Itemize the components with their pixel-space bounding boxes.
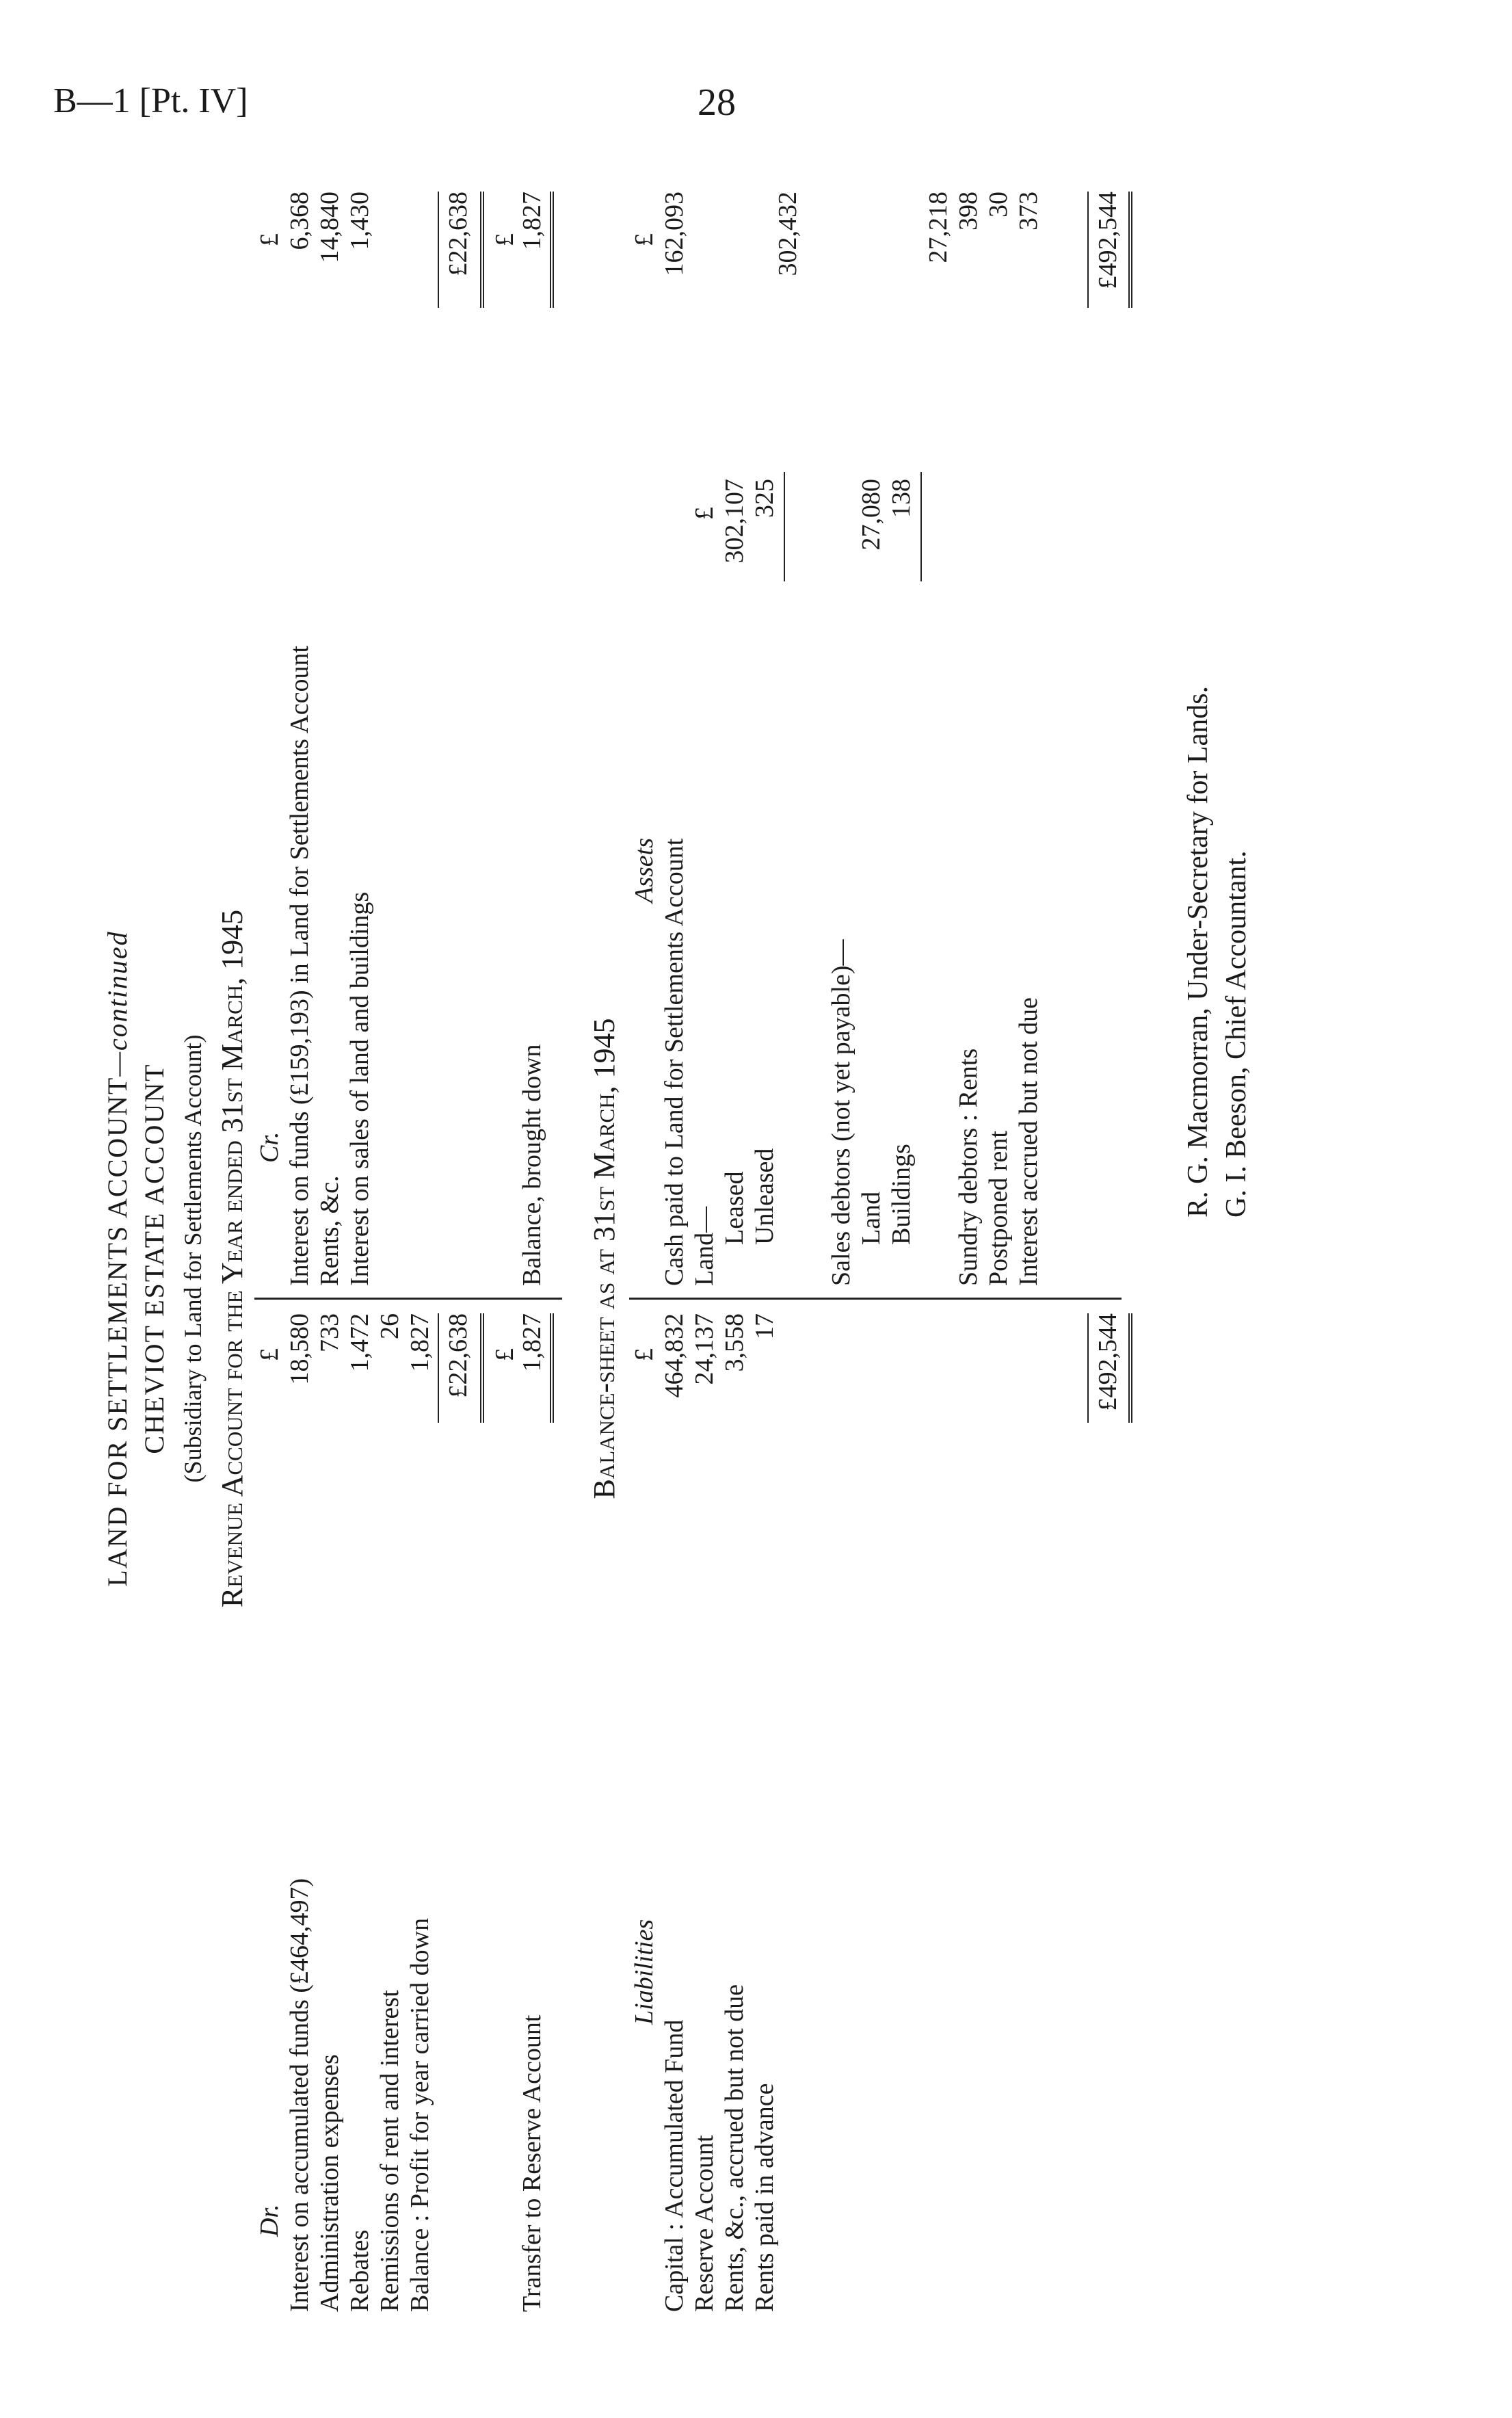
asset-sales-heading: Sales debtors (not yet payable)—: [827, 939, 856, 1286]
assets-total: £492,544: [1093, 192, 1122, 289]
asset-sales-land-label: Land: [857, 1191, 886, 1245]
estate-title: CHEVIOT ESTATE ACCOUNT: [139, 1063, 170, 1454]
asset-unleased-label: Unleased: [750, 1148, 779, 1245]
liability-item-label: Rents, &c., accrued but not due: [720, 1984, 749, 2312]
dr-transfer-rule: [550, 1313, 554, 1423]
sales-subtotal-rule: [920, 472, 922, 581]
asset-leased-value: 302,107: [720, 479, 749, 564]
dr-label: Dr.: [255, 2204, 284, 2237]
dr-item-value: 1,827: [406, 1313, 434, 1372]
land-subtotal-rule: [784, 472, 785, 581]
document-reference: B—1 [Pt. IV]: [53, 81, 248, 120]
cr-double-rule: [480, 192, 484, 308]
dr-item-label: Balance : Profit for year carried down: [406, 1917, 434, 2312]
dr-item-value: 26: [375, 1313, 404, 1339]
liability-item-value: 24,137: [690, 1313, 719, 1385]
assets-label: Assets: [630, 838, 659, 903]
asset-land-heading: Land—: [690, 1206, 719, 1286]
liability-item-label: Capital : Accumulated Fund: [660, 2019, 689, 2312]
cr-item-value: 14,840: [315, 192, 344, 263]
dr-item-value: 733: [315, 1313, 344, 1352]
liability-item-label: Reserve Account: [690, 2135, 719, 2312]
asset-postponed-value: 30: [984, 192, 1013, 218]
balance-divider: [629, 1298, 1122, 1300]
dr-double-rule: [480, 1313, 484, 1423]
liability-item-value: 17: [750, 1313, 779, 1339]
assets-rule: [1087, 192, 1089, 308]
liabilities-label: Liabilities: [630, 1919, 659, 2025]
dr-total: £22,638: [444, 1313, 473, 1398]
cr-balance-label: Balance, brought down: [518, 1044, 546, 1286]
asset-land-total: 302,432: [773, 192, 802, 276]
liabilities-rule: [1087, 1313, 1089, 1423]
liabilities-currency: £: [630, 1348, 659, 1361]
dr-item-label: Remissions of rent and interest: [375, 1990, 404, 2312]
liability-item-label: Rents paid in advance: [750, 2083, 779, 2312]
dr-transfer-value: 1,827: [518, 1313, 546, 1372]
asset-sales-land-value: 27,080: [857, 479, 886, 551]
assets-currency: £: [630, 233, 659, 246]
revenue-account-title: Revenue Account for the Year ended 31st March, 1945: [215, 909, 249, 1608]
asset-leased-label: Leased: [720, 1171, 749, 1245]
asset-unleased-value: 325: [750, 479, 779, 518]
cr-item-value: 6,368: [285, 192, 314, 250]
cr-item-label: Interest on sales of land and buildings: [345, 891, 374, 1286]
dr-item-label: Rebates: [345, 2229, 374, 2312]
asset-land-currency: £: [690, 507, 719, 520]
dr-currency: £: [255, 1348, 284, 1361]
asset-postponed-label: Postponed rent: [984, 1131, 1013, 1286]
asset-cash-label: Cash paid to Land for Settlements Account: [660, 838, 689, 1286]
liabilities-total: £492,544: [1093, 1313, 1122, 1411]
cr-rule: [438, 192, 439, 308]
cr-label: Cr.: [255, 1131, 284, 1163]
asset-cash-value: 162,093: [660, 192, 689, 276]
cr-currency-2: £: [490, 233, 519, 246]
account-title: LAND FOR SETTLEMENTS ACCOUNT—continued: [102, 930, 133, 1587]
asset-sales-buildings-label: Buildings: [887, 1144, 916, 1245]
cr-item-value: 1,430: [345, 192, 374, 250]
cr-currency: £: [255, 233, 284, 246]
signature-chief-accountant: G. I. Beeson, Chief Accountant.: [1221, 850, 1252, 1218]
asset-sundry-rents-value: 398: [954, 192, 983, 231]
assets-double-rule: [1128, 192, 1132, 308]
dr-item-value: 18,580: [285, 1313, 314, 1385]
dr-item-label: Interest on accumulated funds (£464,497): [285, 1878, 314, 2312]
revenue-divider: [254, 1298, 562, 1300]
cr-item-label: Rents, &c.: [315, 1175, 344, 1286]
cr-balance-rule: [550, 192, 554, 308]
balance-sheet-title: Balance-sheet as at 31st March, 1945: [587, 1018, 621, 1499]
cr-balance-value: 1,827: [518, 192, 546, 250]
asset-sales-buildings-value: 138: [887, 479, 916, 518]
asset-interest-value: 373: [1014, 192, 1043, 231]
liabilities-double-rule: [1128, 1313, 1132, 1423]
dr-rule: [438, 1313, 439, 1423]
rotated-account-page: [103, 178, 1375, 2339]
cr-item-label: Interest on funds (£159,193) in Land for Settlements Account: [285, 645, 314, 1286]
subsidiary-note: (Subsidiary to Land for Settlements Account): [179, 1034, 207, 1483]
dr-currency-2: £: [490, 1348, 519, 1361]
asset-interest-label: Interest accrued but not due: [1014, 997, 1043, 1286]
liability-item-value: 3,558: [720, 1313, 749, 1372]
signature-under-secretary: R. G. Macmorran, Under-Secretary for Lands.: [1182, 685, 1214, 1218]
dr-item-value: 1,472: [345, 1313, 374, 1372]
asset-sundry-rents-label: Sundry debtors : Rents: [954, 1048, 983, 1286]
asset-sales-total: 27,218: [924, 192, 953, 263]
cr-total: £22,638: [444, 192, 473, 276]
liability-item-value: 464,832: [660, 1313, 689, 1398]
page-number: 28: [698, 81, 736, 124]
dr-transfer-label: Transfer to Reserve Account: [518, 2014, 546, 2312]
dr-item-label: Administration expenses: [315, 2054, 344, 2312]
